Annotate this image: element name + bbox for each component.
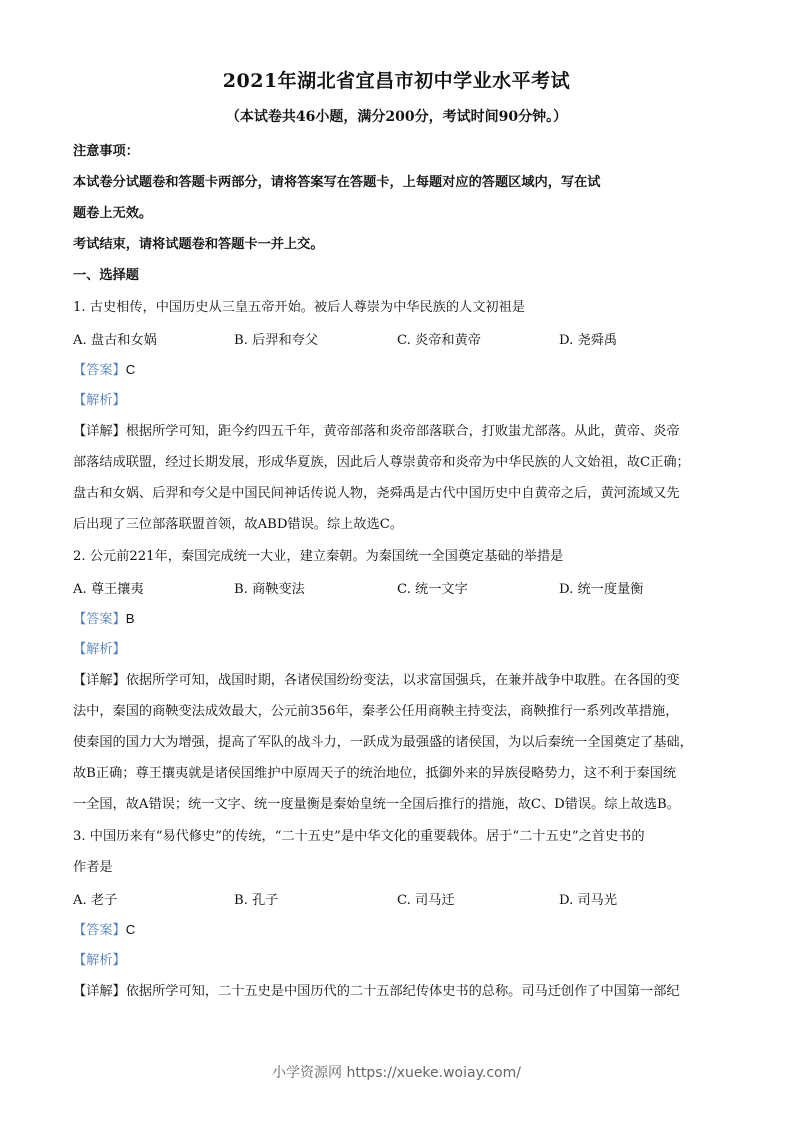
question-2-option-a: A. 尊王攘夷 bbox=[73, 582, 144, 597]
question-1-stem: 1. 古史相传，中国历史从三皇五帝开始。被后人尊崇为中华民族的人文初祖是 bbox=[73, 300, 525, 315]
question-2-detail-line-2: 法中，秦国的商鞅变法成效最大，公元前356年，秦孝公任用商鞅主持变法，商鞅推行一系列改革措施， bbox=[73, 704, 679, 719]
question-1-option-a: A. 盘古和女娲 bbox=[73, 333, 157, 348]
question-1-option-c: C. 炎帝和黄帝 bbox=[397, 333, 481, 348]
exam-subtitle: （本试卷共46小题，满分200分，考试时间90分钟。） bbox=[225, 109, 568, 125]
answer-label: 【答案】 bbox=[73, 363, 126, 378]
question-3-analysis-label: 【解析】 bbox=[73, 953, 126, 968]
answer-label: 【答案】 bbox=[73, 612, 126, 627]
question-3-stem-line-2: 作者是 bbox=[73, 860, 113, 875]
question-2-detail-line-4: 故B正确；尊王攘夷就是诸侯国维护中原周天子的统治地位，抵御外来的异族侵略势力，这不利于秦国统 bbox=[73, 766, 677, 781]
question-1-option-b: B. 后羿和夸父 bbox=[234, 333, 319, 348]
question-3-option-a: A. 老子 bbox=[73, 893, 118, 908]
question-2-detail-line-1: 【详解】依据所学可知，战国时期，各诸侯国纷纷变法，以求富国强兵，在兼并战争中取胜。在各国的变 bbox=[73, 673, 680, 688]
question-2-stem: 2. 公元前221年，秦国完成统一大业，建立秦朝。为秦国统一全国奠定基础的举措是 bbox=[73, 549, 564, 564]
question-3-detail-line-1: 【详解】依据所学可知，二十五史是中国历代的二十五部纪传体史书的总称。司马迁创作了中国第一部纪 bbox=[73, 984, 680, 999]
detail-label: 【详解】 bbox=[73, 424, 126, 439]
question-1-detail-line-1: 【详解】根据所学可知，距今约四五千年，黄帝部落和炎帝部落联合，打败蚩尤部落。从此，黄帝、炎帝 bbox=[73, 424, 680, 439]
question-2-detail-line-3: 使秦国的国力大为增强，提高了军队的战斗力，一跃成为最强盛的诸侯国，为以后秦统一全国奠定了基础， bbox=[73, 735, 693, 750]
question-3-stem-line-1: 3. 中国历来有“易代修史”的传统，“二十五史”是中华文化的重要载体。居于“二十五史”之首史书的 bbox=[73, 829, 645, 844]
question-2-option-d: D. 统一度量衡 bbox=[559, 582, 644, 597]
notice-line-1: 本试卷分试题卷和答题卡两部分，请将答案写在答题卡，上每题对应的答题区域内，写在试 bbox=[73, 175, 601, 190]
notice-heading: 注意事项： bbox=[73, 144, 139, 159]
detail-label: 【详解】 bbox=[73, 673, 126, 688]
answer-value: B bbox=[125, 611, 135, 626]
question-3-option-d: D. 司马光 bbox=[559, 893, 618, 908]
question-3-option-c: C. 司马迁 bbox=[397, 893, 455, 908]
exam-title: 2021年湖北省宜昌市初中学业水平考试 bbox=[222, 70, 571, 92]
answer-label: 【答案】 bbox=[73, 923, 126, 938]
notice-line-2: 题卷上无效。 bbox=[73, 206, 153, 221]
question-1-answer bbox=[73, 360, 723, 381]
notice-line-3: 考试结束，请将试题卷和答题卡一并上交。 bbox=[73, 237, 324, 252]
answer-value: C bbox=[125, 922, 136, 937]
question-1-detail-line-4: 后出现了三位部落联盟首领，故ABD错误。综上故选C。 bbox=[73, 517, 404, 532]
question-1-analysis-label: 【解析】 bbox=[73, 393, 126, 408]
question-2-detail-line-5: 一全国，故A错误；统一文字、统一度量衡是秦始皇统一全国后推行的措施，故C、D错误。综上故选B。 bbox=[73, 797, 680, 812]
footer-watermark: 小学资源网 https://xueke.woiay.com/ bbox=[272, 1065, 521, 1081]
question-2-analysis-label: 【解析】 bbox=[73, 642, 126, 657]
question-3-option-b: B. 孔子 bbox=[234, 893, 279, 908]
question-2-option-c: C. 统一文字 bbox=[397, 582, 468, 597]
question-3-answer bbox=[73, 920, 723, 941]
question-1-detail-line-3: 盘古和女娲、后羿和夸父是中国民间神话传说人物，尧舜禹是古代中国历史中自黄帝之后，黄河流域又先 bbox=[73, 486, 680, 501]
section-heading: 一、选择题 bbox=[73, 268, 139, 283]
question-1-detail-line-2: 部落结成联盟，经过长期发展，形成华夏族，因此后人尊崇黄帝和炎帝为中华民族的人文始祖，故C正确； bbox=[73, 455, 690, 470]
question-1-option-d: D. 尧舜禹 bbox=[559, 333, 618, 348]
detail-label: 【详解】 bbox=[73, 984, 126, 999]
answer-value: C bbox=[125, 362, 136, 377]
question-2-option-b: B. 商鞅变法 bbox=[234, 582, 305, 597]
question-2-answer bbox=[73, 609, 723, 630]
